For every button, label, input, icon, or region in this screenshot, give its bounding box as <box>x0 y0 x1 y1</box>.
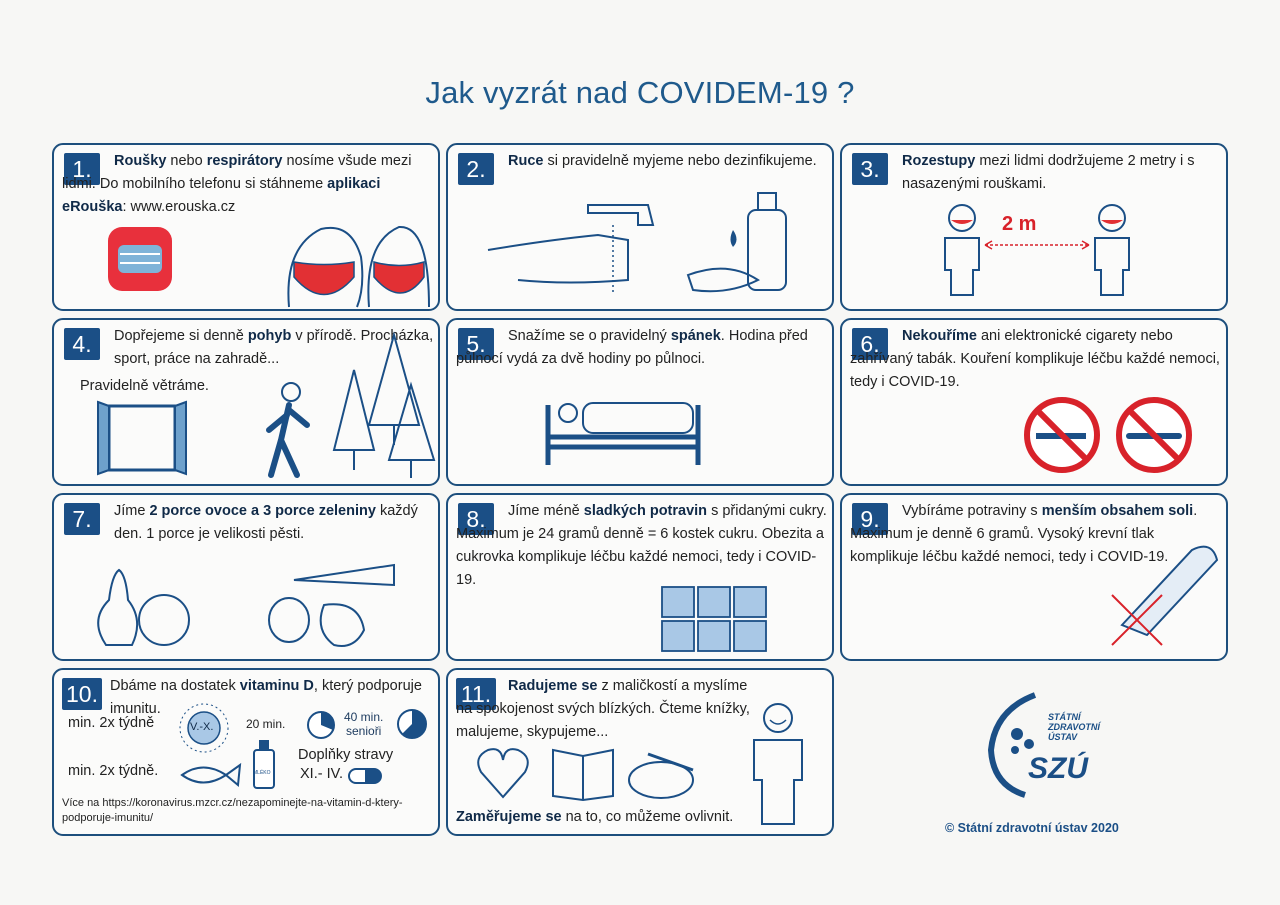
fruit-vegetables-icon <box>94 560 414 655</box>
milk-bottle-icon <box>252 738 276 790</box>
card-text: Snažíme se o pravidelný spánek. Hodina před půlnocí vydá za dvě hodiny po půlnoci. <box>456 328 808 367</box>
card-number: 4. <box>64 328 100 360</box>
duration-20: 20 min. <box>246 717 286 731</box>
card-number: 10. <box>62 678 102 710</box>
distance-label: 2 m <box>1002 213 1037 235</box>
ventilation-text: Pravidelně větráme. <box>80 378 209 394</box>
card-number: 1. <box>64 153 100 185</box>
card-text: Ruce si pravidelně myjeme nebo dezinfikujeme. <box>508 153 817 169</box>
card-text: Radujeme se z maličkostí a myslíme na spokojenost svých blízkých. Čteme knížky, malujeme, skypujeme... <box>456 678 750 740</box>
info-link[interactable]: Více na https://koronavirus.mzcr.cz/nezapominejte-na-vitamin-d-ktery-podporuje-imunitu/ <box>62 797 403 824</box>
card-number: 8. <box>458 503 494 535</box>
hand-washing-icon <box>478 185 818 305</box>
card-text: Dopřejeme si denně pohyb v přírodě. Procházka, sport, práce na zahradě... <box>114 328 434 367</box>
copyright: © Státní zdravotní ústav 2020 <box>945 821 1119 835</box>
card-6-smoking <box>840 318 1228 486</box>
card-10-vitamin-d <box>52 668 440 836</box>
card-number: 11. <box>456 678 496 710</box>
card-number: 7. <box>64 503 100 535</box>
no-e-cigarette-icon <box>1114 395 1194 475</box>
page-title: Jak vyzrát nad COVIDEM-19 ? <box>425 75 855 110</box>
sun-frequency: min. 2x týdně <box>68 715 155 731</box>
clock-40-icon <box>396 708 428 740</box>
heart-book-palette-icons <box>473 742 698 802</box>
clock-20-icon <box>306 710 336 740</box>
card-1-masks <box>52 143 440 311</box>
sugar-cubes-icon <box>660 585 772 655</box>
card-8-sugar <box>446 493 834 661</box>
erouska-app-icon <box>106 225 176 295</box>
salt-shaker-icon <box>1082 535 1222 655</box>
masked-faces-icon <box>279 217 429 309</box>
card-number: 6. <box>852 328 888 360</box>
fish-icon <box>178 762 244 788</box>
walking-person-trees-icon <box>259 330 439 480</box>
focus-text: Zaměřujeme se na to, co můžeme ovlivnit. <box>456 809 734 825</box>
window-icon <box>94 402 189 474</box>
card-4-movement <box>52 318 440 486</box>
card-text: Nekouříme ani elektronické cigarety nebo zahřívaný tabák. Kouření komplikuje léčbu každé nemoci, tedy i COVID-19. <box>850 328 1220 390</box>
supplements: Doplňky stravy XI.- IV. <box>298 747 394 782</box>
card-text: Dbáme na dostatek vitaminu D, který podporuje imunitu. <box>110 678 422 717</box>
card-11-joy <box>446 668 834 836</box>
card-text: Jíme méně sladkých potravin s přidanými cukry. Maximum je 24 gramů denně = 6 kostek cukru. Obezita a cukrovka komplikuje léčbu každé nemoci, tedy i COVID-19. <box>456 503 827 588</box>
people-distance-icon <box>937 200 1137 300</box>
card-text: Vybíráme potraviny s menším obsahem soli. Maximum je denně 6 gramů. Vysoký krevní tlak komplikuje léčbu každé nemoci, tedy i COVID-19. <box>850 503 1198 565</box>
logo-text: STÁTNÍ ZDRAVOTNÍ ÚSTAV <box>1048 712 1100 742</box>
capsule-icon <box>347 766 383 786</box>
no-smoking-icon <box>1022 395 1102 475</box>
card-7-fruit-vegetables <box>52 493 440 661</box>
logo-abbr: SZÚ <box>1028 752 1088 785</box>
card-text: Rozestupy mezi lidmi dodržujeme 2 metry i s nasazenými rouškami. <box>902 153 1195 192</box>
card-5-sleep <box>446 318 834 486</box>
card-9-salt <box>840 493 1228 661</box>
card-number: 9. <box>852 503 888 535</box>
sun-months: V.-X. <box>190 721 214 733</box>
card-number: 2. <box>458 153 494 185</box>
bed-icon <box>543 395 703 470</box>
card-2-hands <box>446 143 834 311</box>
milk-label: MLÉKO <box>253 770 271 776</box>
card-number: 3. <box>852 153 888 185</box>
card-number: 5. <box>458 328 494 360</box>
food-frequency: min. 2x týdně. <box>68 763 159 779</box>
duration-40: 40 min. senioři <box>344 710 384 738</box>
card-3-distance <box>840 143 1228 311</box>
card-text: Jíme 2 porce ovoce a 3 porce zeleniny každý den. 1 porce je velikosti pěsti. <box>114 503 418 542</box>
card-text: Roušky nebo respirátory nosíme všude mezi lidmi. Do mobilního telefonu si stáhneme aplikaci eRouška: www.erouska.cz <box>62 153 412 215</box>
